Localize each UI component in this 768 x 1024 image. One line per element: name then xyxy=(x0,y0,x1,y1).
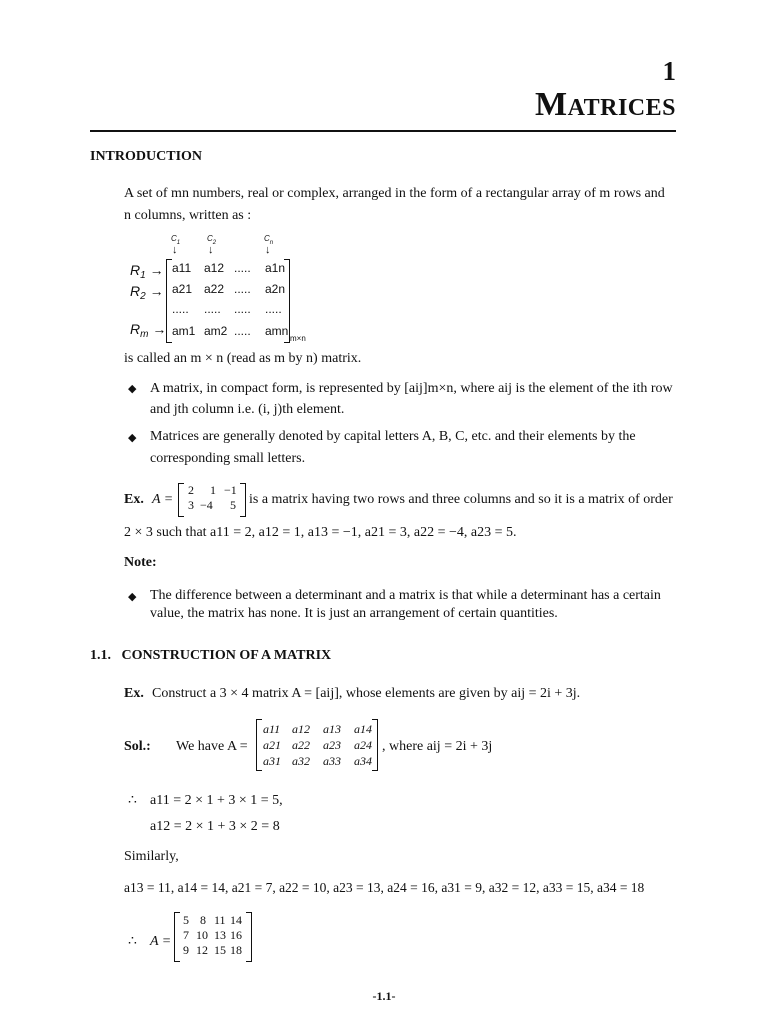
bullet-2-line-2: corresponding small letters. xyxy=(150,451,306,466)
result-a-equals: A = xyxy=(150,934,172,949)
right-arrow-icon: → xyxy=(149,283,164,299)
right-bracket xyxy=(372,719,378,771)
general-matrix: $C_1$ $C_2$ $C_n$ ↓ ↓ ↓ $R_1$ → $R_2$ → $R_m$ → a11 a12 ..... a1n a21 a22 ..... a2n ..... ..... ..... ..... am1 am2 ..... amn m×n xyxy=(130,234,306,343)
similarly: Similarly, xyxy=(124,849,179,864)
bullet-icon: ◆ xyxy=(128,432,137,444)
sol-label: Sol.: xyxy=(124,739,151,754)
section-ex-text: Construct a 3 × 4 matrix A = [aij], whose elements are given by aij = 2i + 3j. xyxy=(152,686,581,701)
row-label-2: $R_2$ → xyxy=(130,283,164,302)
right-bracket xyxy=(240,483,246,517)
row-label-1: $R_1$ → xyxy=(130,262,164,281)
intro-line-2: n columns, written as : xyxy=(124,208,252,223)
line-a12: a12 = 2 × 1 + 3 × 2 = 8 xyxy=(150,819,280,834)
bullet-1-line-2: and jth column i.e. (i, j)th element. xyxy=(150,402,345,417)
row-label-m: $R_m$ → xyxy=(130,321,167,340)
example-text: is a matrix having two rows and three columns and so it is a matrix of order xyxy=(249,492,673,507)
example-matrix: 2 1 −1 3 −4 5 xyxy=(178,483,250,517)
sol-text: We have A = xyxy=(176,739,248,754)
right-arrow-icon: → xyxy=(149,262,164,278)
example-a-equals: A = xyxy=(152,492,174,507)
left-bracket xyxy=(256,719,262,771)
bullet-2-line-1: Matrices are generally denoted by capital letters A, B, C, etc. and their elements by the xyxy=(150,429,636,444)
header-rule xyxy=(90,130,676,132)
sol-matrix: a11 a12 a13 a14 a21 a22 a23 a24 a31 a32 a33 a34 xyxy=(256,719,382,771)
section-heading: 1.1. CONSTRUCTION OF A MATRIX xyxy=(90,648,332,663)
sol-where: , where aij = 2i + 3j xyxy=(382,739,493,754)
page-number: -1.1- xyxy=(372,989,396,1003)
line-a11: a11 = 2 × 1 + 3 × 1 = 5, xyxy=(150,793,283,808)
down-arrow-icon: ↓ xyxy=(172,244,178,256)
values-line: a13 = 11, a14 = 14, a21 = 7, a22 = 10, a23 = 13, a24 = 16, a31 = 9, a32 = 12, a33 = 15, a34 = 18 xyxy=(124,880,645,895)
chapter-title: Matrices xyxy=(534,86,676,123)
note-label: Note: xyxy=(124,555,157,570)
down-arrow-icon: ↓ xyxy=(265,244,271,256)
left-bracket xyxy=(178,483,184,517)
result-matrix: 5 8 11 14 7 10 13 16 9 12 15 18 xyxy=(174,912,256,962)
section-ex-label: Ex. xyxy=(124,686,144,701)
example-label: Ex. xyxy=(124,492,144,507)
introduction-heading: INTRODUCTION xyxy=(90,149,203,164)
matrix-order-sub: m×n xyxy=(290,334,306,343)
chapter-number: 1 xyxy=(662,56,676,86)
right-arrow-icon: → xyxy=(152,321,167,337)
right-bracket xyxy=(246,912,252,962)
therefore-icon: ∴ xyxy=(128,934,137,949)
therefore-icon: ∴ xyxy=(128,793,137,808)
col-label-1: $C_1$ xyxy=(171,234,181,246)
down-arrow-icon: ↓ xyxy=(208,244,214,256)
note-line-2: value, the matrix has none. It is just an arrangement of certain quantities. xyxy=(150,606,558,621)
called-line: is called an m × n (read as m by n) matrix. xyxy=(124,351,362,366)
col-label-n: $C_n$ xyxy=(264,234,274,246)
left-bracket xyxy=(174,912,180,962)
col-label-2: $C_2$ xyxy=(207,234,217,246)
example-line-2: 2 × 3 such that a11 = 2, a12 = 1, a13 = −1, a21 = 3, a22 = −4, a23 = 5. xyxy=(124,525,517,540)
bullet-icon: ◆ xyxy=(128,591,137,603)
intro-line-1: A set of mn numbers, real or complex, arranged in the form of a rectangular array of m rows and xyxy=(124,186,665,201)
bullet-1-line-1: A matrix, in compact form, is represented by [aij]m×n, where aij is the element of the ith row xyxy=(150,381,673,396)
bullet-icon: ◆ xyxy=(128,383,137,395)
note-line-1: The difference between a determinant and a matrix is that while a determinant has a certain xyxy=(150,588,661,603)
